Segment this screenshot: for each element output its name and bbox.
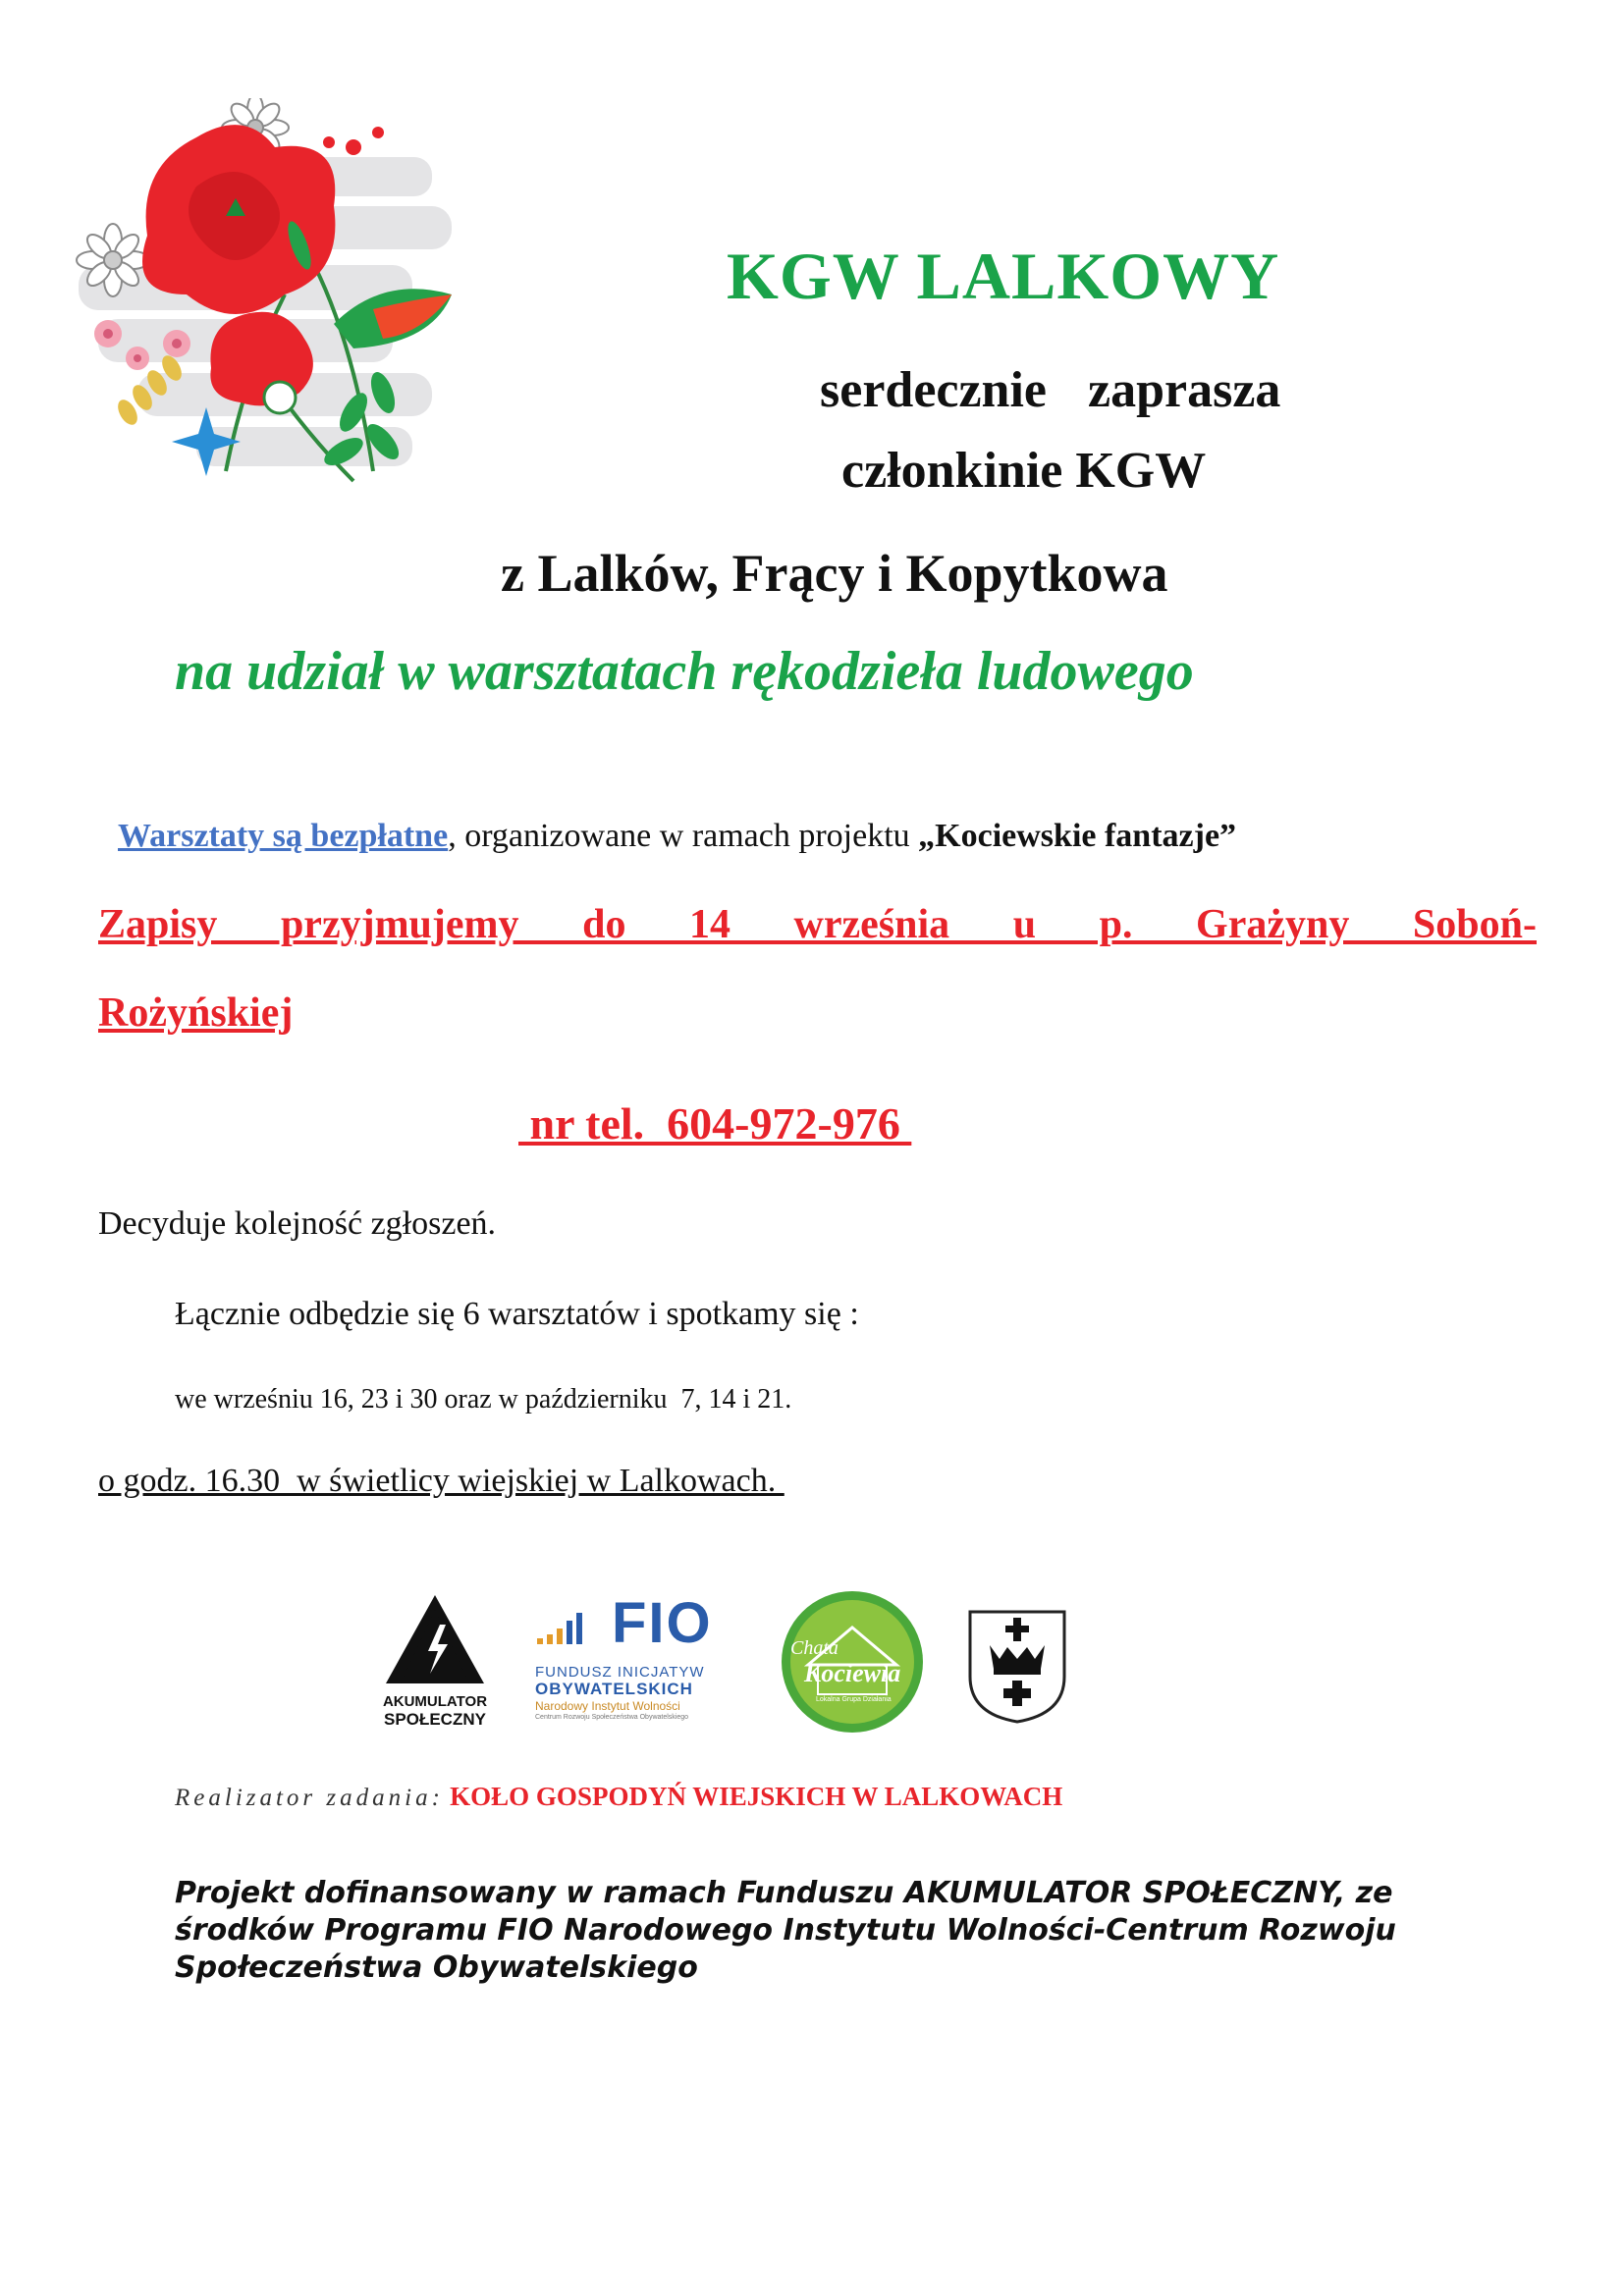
floral-illustration: [59, 98, 530, 510]
akumulator-logo: [371, 1590, 499, 1728]
fio-line-4: Centrum Rozwoju Społeczeństwa Obywatelskiego: [535, 1714, 689, 1721]
fio-big-text: FIO: [612, 1591, 713, 1655]
chata-line-3: Lokalna Grupa Działania: [816, 1696, 892, 1703]
free-workshops-line: [118, 818, 1236, 855]
total-note: Łącznie odbędzie się 6 warsztatów i spotkamy się :: [175, 1296, 859, 1332]
chata-line-1: Chata: [790, 1637, 839, 1659]
fio-line-1: FUNDUSZ INICJATYW: [535, 1664, 705, 1681]
phone-number: nr tel. 604-972-976: [518, 1098, 912, 1148]
signup-line-2: Rożyńskiej: [98, 990, 294, 1036]
akumulator-a-icon: [371, 1590, 499, 1688]
fio-logo: [535, 1591, 741, 1728]
fio-bars-icon: [535, 1595, 614, 1654]
realizator-org: KOŁO GOSPODYŃ WIEJSKICH W LALKOWACH: [450, 1782, 1063, 1811]
fio-line-3: Narodowy Instytut Wolności: [535, 1699, 680, 1713]
free-workshops-link[interactable]: Warsztaty są bezpłatne: [118, 818, 449, 854]
akumulator-line-2: SPOŁECZNY: [384, 1710, 486, 1729]
realizator-line: [175, 1782, 1062, 1812]
invite-line-1: serdecznie zaprasza: [820, 362, 1281, 418]
coat-of-arms-icon: [966, 1608, 1068, 1726]
invite-line-2: członkinie KGW: [841, 443, 1207, 499]
free-workshops-rest: , organizowane w ramach projektu: [448, 818, 919, 854]
signup-line-1: Zapisy przyjmujemy do 14 września u p. Grażyny Soboń-: [98, 902, 1537, 947]
akumulator-line-1: AKUMULATOR: [382, 1693, 488, 1710]
chata-kociewia-logo: [779, 1588, 926, 1735]
invite-line-3: z Lalków, Frący i Kopytkowa: [501, 544, 1168, 603]
invite-line-4: na udział w warsztatach rękodzieła ludowego: [175, 641, 1194, 702]
funding-text: Projekt dofinansowany w ramach Funduszu AKUMULATOR SPOŁECZNY, ze środków Programu FIO Narodowego Instytutu Wolności-Centrum Rozwoju Społeczeństwa Obywatelskiego: [175, 1876, 1396, 1985]
project-name: „Kociewskie fantazje”: [918, 818, 1237, 854]
order-note: Decyduje kolejność zgłoszeń.: [98, 1205, 497, 1242]
realizator-label: Realizator zadania:: [175, 1785, 444, 1811]
workshop-dates: we wrześniu 16, 23 i 30 oraz w październiku 7, 14 i 21.: [175, 1384, 792, 1415]
chata-line-2: Kociewia: [804, 1659, 901, 1687]
hour-place: o godz. 16.30 w świetlicy wiejskiej w Lalkowach.: [98, 1463, 784, 1499]
fio-line-2: OBYWATELSKICH: [535, 1680, 693, 1698]
page-title: KGW LALKOWY: [727, 239, 1280, 313]
